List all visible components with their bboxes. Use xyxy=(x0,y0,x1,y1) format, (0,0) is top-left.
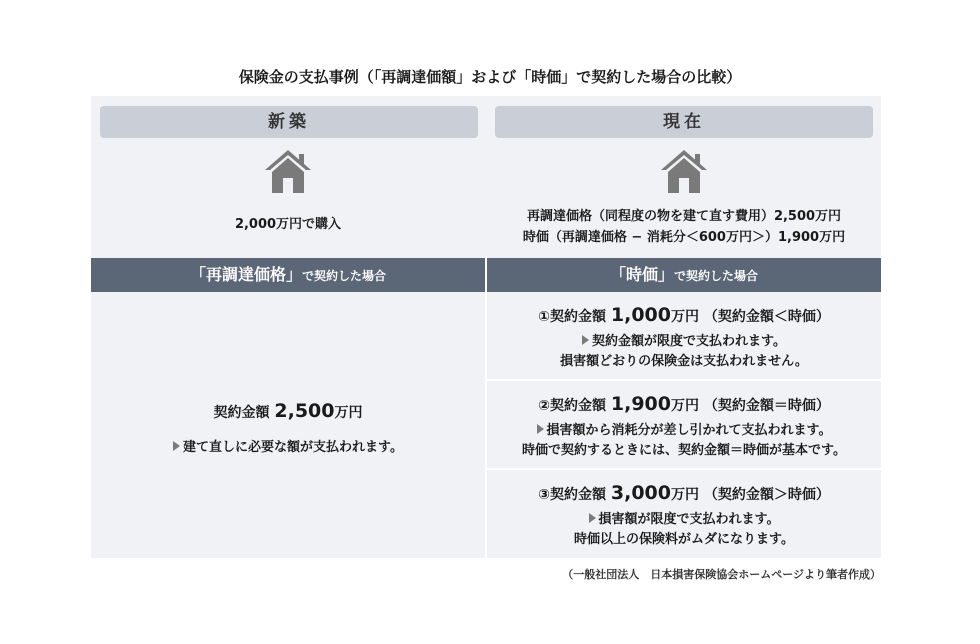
triangle-bullet-icon xyxy=(589,513,596,523)
market-value-line: 時価（再調達価格 − 消耗分＜600万円＞）1,900万円 xyxy=(522,230,846,245)
market-value-case-1: ①契約金額 1,000万円 （契約金額＜時価） 契約金額が限度で支払われます。 損害額どおりの保険金は支払われません。 xyxy=(487,292,881,379)
market-value-case-2: ②契約金額 1,900万円 （契約金額＝時価） 損害額から消耗分が差し引かれて支払われます。 時価で契約するときには、契約金額＝時価が基本です。 xyxy=(487,381,881,468)
band-right-sub: で契約した場合 xyxy=(674,269,759,283)
header-band xyxy=(91,258,881,292)
band-left-sub: で契約した場合 xyxy=(302,269,387,283)
replacement-contract-note: 建て直しに必要な額が支払われます。 xyxy=(91,436,485,455)
replacement-contract-amount: 契約金額 2,500万円 xyxy=(213,400,363,422)
house-icon xyxy=(659,148,709,194)
market-value-case-3: ③契約金額 3,000万円 （契約金額＞時価） 損害額が限度で支払われます。 時価以上の保険料がムダになります。 xyxy=(487,470,881,558)
triangle-bullet-icon xyxy=(582,335,589,345)
top-panel xyxy=(91,96,881,258)
band-right-main: 「時価」 xyxy=(609,265,674,284)
current-column xyxy=(487,96,881,258)
new-build-column xyxy=(91,96,485,258)
house-icon xyxy=(263,148,313,194)
band-left-main: 「再調達価格」 xyxy=(189,265,302,284)
purchase-price: 2,000万円で購入 xyxy=(234,217,342,232)
new-build-header: 新築 xyxy=(100,106,478,138)
replacement-contract-case xyxy=(91,292,485,558)
triangle-bullet-icon xyxy=(173,441,180,451)
band-left xyxy=(91,258,485,292)
bottom-panel xyxy=(91,292,881,558)
replacement-cost-line: 再調達価格（同程度の物を建て直す費用）2,500万円 xyxy=(526,209,842,224)
source-note: （一般社団法人 日本損害保険協会ホームページより筆者作成） xyxy=(562,568,881,581)
band-right xyxy=(487,258,881,292)
triangle-bullet-icon xyxy=(537,424,544,434)
current-header: 現在 xyxy=(495,106,873,138)
page-title: 保険金の支払事例（「再調達価額」および「時価」で契約した場合の比較） xyxy=(238,68,742,86)
